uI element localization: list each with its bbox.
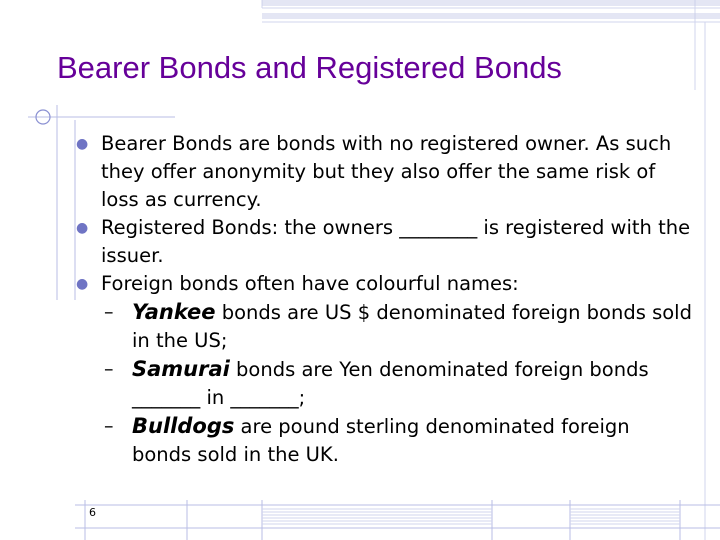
- bullet-bearer-bonds: [74, 130, 694, 214]
- bullet-dot-icon: ●: [76, 136, 89, 152]
- bullet-dot-icon: ●: [76, 220, 89, 236]
- slide-title: Bearer Bonds and Registered Bonds: [57, 50, 562, 85]
- bullet-text: Registered Bonds: the owners ________ is registered with the issuer.: [101, 216, 691, 267]
- bullet-foreign-bonds: [74, 270, 694, 298]
- subbullet-term: Bulldogs: [132, 414, 235, 438]
- bullet-dot-icon: ●: [76, 276, 89, 292]
- subbullet-term: Yankee: [132, 300, 216, 324]
- dash-icon: –: [104, 358, 114, 380]
- subbullet-text: bonds are Yen denominated foreign bonds _______ in _______;: [132, 358, 649, 409]
- subbullet-term: Samurai: [132, 357, 230, 381]
- subbullet-text: bonds are US $ denominated foreign bonds sold in the US;: [132, 301, 692, 352]
- slide-body: [74, 130, 694, 469]
- dash-icon: –: [104, 301, 114, 323]
- page-number: 6: [89, 506, 96, 519]
- dash-icon: –: [104, 415, 114, 437]
- subbullet-bulldogs: [74, 412, 694, 469]
- bullet-text: Foreign bonds often have colourful names:: [101, 272, 519, 295]
- subbullet-samurai: [74, 355, 694, 412]
- bullet-registered-bonds: [74, 214, 694, 270]
- bullet-text: Bearer Bonds are bonds with no registered owner. As such they offer anonymity but they also offer the same risk of loss as currency.: [101, 132, 672, 211]
- subbullet-yankee: [74, 298, 694, 355]
- subbullet-text: are pound sterling denominated foreign bonds sold in the UK.: [132, 415, 630, 466]
